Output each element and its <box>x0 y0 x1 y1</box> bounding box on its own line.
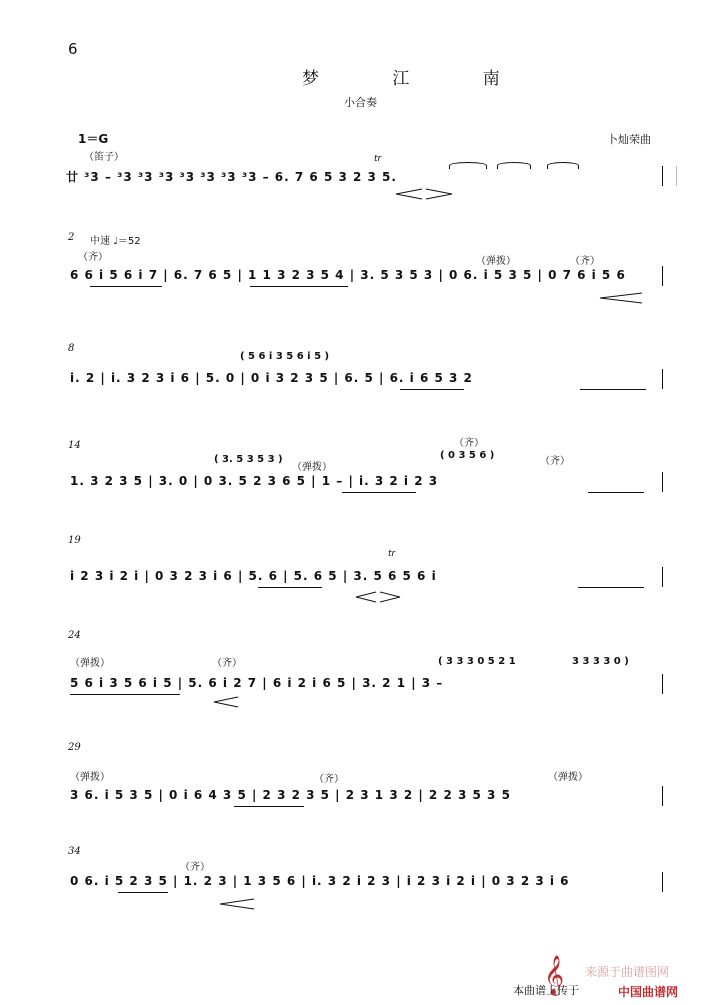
notation-line: 5 6 i 3 5 6 i 5 | 5. 6 i 2 7 | 6 i 2 i 6 5 | 3. 2 1 | 3 – <box>70 676 444 690</box>
song-title: 梦 江 南 <box>302 69 534 89</box>
dynamics-hairpin <box>354 591 402 603</box>
notation-line: 0 6. i 5 2 3 5 | 1. 2 3 | 1 3 5 6 | i. 3 2 i 2 3 | i 2 3 i 2 i | 0 3 2 3 i 6 <box>70 874 570 888</box>
instrument-label: （齐） <box>314 774 344 785</box>
barline <box>662 472 663 492</box>
beam-underline <box>342 492 416 493</box>
score-row-6 <box>0 630 710 720</box>
barline <box>662 369 663 389</box>
measure-number: 8 <box>68 343 75 354</box>
barline <box>662 872 663 892</box>
score-row-2 <box>0 232 710 322</box>
instrument-label: ( 5 6 i 3 5 6 i 5 ) <box>240 351 330 362</box>
dynamics-hairpin <box>212 696 240 708</box>
instrument-label: （齐） <box>570 256 600 267</box>
dynamics-hairpin <box>394 188 454 200</box>
instrument-label: ( 0 3 5 6 ) <box>440 450 495 461</box>
instrument-label: （笛子） <box>84 152 124 163</box>
measure-number: 34 <box>68 846 81 857</box>
barline <box>662 266 663 286</box>
score-row-8 <box>0 846 710 936</box>
barline <box>662 674 663 694</box>
instrument-label: （齐） <box>454 438 484 449</box>
slur <box>449 162 487 169</box>
beam-underline <box>580 389 646 390</box>
barline <box>676 166 677 186</box>
score-row-7 <box>0 742 710 832</box>
dynamics-hairpin <box>218 898 256 910</box>
instrument-label: （弹拨） <box>70 772 110 783</box>
trill-mark: tr <box>374 154 382 164</box>
notation-line: 廿 ³3 – ³3 ³3 ³3 ³3 ³3 ³3 ³3 – 6. 7 6 5 3 2 3 5. <box>66 170 397 184</box>
barline <box>662 567 663 587</box>
beam-underline <box>118 892 168 893</box>
watermark-text: 来源于曲谱图网 <box>585 965 670 979</box>
instrument-label: （弹拨） <box>548 772 588 783</box>
slur <box>497 162 531 169</box>
beam-underline <box>234 806 304 807</box>
score-row-5 <box>0 535 710 625</box>
beam-underline <box>578 587 644 588</box>
instrument-label: （弹拨） <box>70 658 110 669</box>
measure-number: 24 <box>68 630 81 641</box>
score-row-3 <box>0 343 710 433</box>
notation-line: 3 6. i 5 3 5 | 0 i 6 4 3 5 | 2 3 2 3 5 | 2 3 1 3 2 | 2 2 3 5 3 5 <box>70 788 511 802</box>
measure-number: 2 <box>68 232 75 243</box>
barline <box>662 786 663 806</box>
key-signature: 1＝G <box>78 132 109 146</box>
beam-underline <box>258 587 322 588</box>
instrument-label: （齐） <box>212 658 242 669</box>
footer-text: 本曲谱上传于 <box>513 984 579 997</box>
notation-line: i. 2 | i. 3 2 3 i 6 | 5. 0 | 0 i 3 2 3 5 | 6. 5 | 6. i 6 5 3 2 <box>70 371 473 385</box>
slur <box>547 162 579 169</box>
instrument-label: （弹拨） <box>292 462 332 473</box>
barline <box>662 166 663 186</box>
instrument-label: ( 3. 5 3 5 3 ) <box>214 454 283 465</box>
instrument-label: ( 3 3 3 0 5 2 1 <box>438 656 516 667</box>
instrument-label: （齐） <box>78 252 108 263</box>
score-row-4 <box>0 440 710 530</box>
instrument-label: （弹拨） <box>476 256 516 267</box>
song-subtitle: 小合奏 <box>344 96 377 109</box>
instrument-label: 3 3 3 3 0 ) <box>572 656 629 667</box>
site-logo: 中国曲谱网 <box>618 985 679 999</box>
beam-underline <box>70 694 180 695</box>
beam-underline <box>90 286 162 287</box>
beam-underline <box>400 389 464 390</box>
notation-line: 6 6 i 5 6 i 7 | 6. 7 6 5 | 1 1 3 2 3 5 4 | 3. 5 3 5 3 | 0 6. i 5 3 5 | 0 7 6 i 5 6 <box>70 268 626 282</box>
composer: 卜灿荣曲 <box>607 133 651 146</box>
notation-line: 1. 3 2 3 5 | 3. 0 | 0 3. 5 2 3 6 5 | 1 – | i. 3 2 i 2 3 <box>70 474 439 488</box>
instrument-label: （齐） <box>180 862 210 873</box>
treble-clef-icon: 𝄞 <box>544 955 565 995</box>
measure-number: 29 <box>68 742 81 753</box>
trill-mark: tr <box>388 549 396 559</box>
beam-underline <box>250 286 348 287</box>
beam-underline <box>588 492 644 493</box>
page-number: 6 <box>68 40 78 58</box>
dynamics-hairpin <box>598 292 644 304</box>
measure-number: 14 <box>68 440 81 451</box>
measure-number: 19 <box>68 535 81 546</box>
tempo-marking: 中速 ♩＝52 <box>90 236 141 247</box>
notation-line: i 2 3 i 2 i | 0 3 2 3 i 6 | 5. 6 | 5. 6 5 | 3. 5 6 5 6 i <box>70 569 437 583</box>
score-row-1 <box>0 148 710 238</box>
instrument-label: （齐） <box>540 456 570 467</box>
